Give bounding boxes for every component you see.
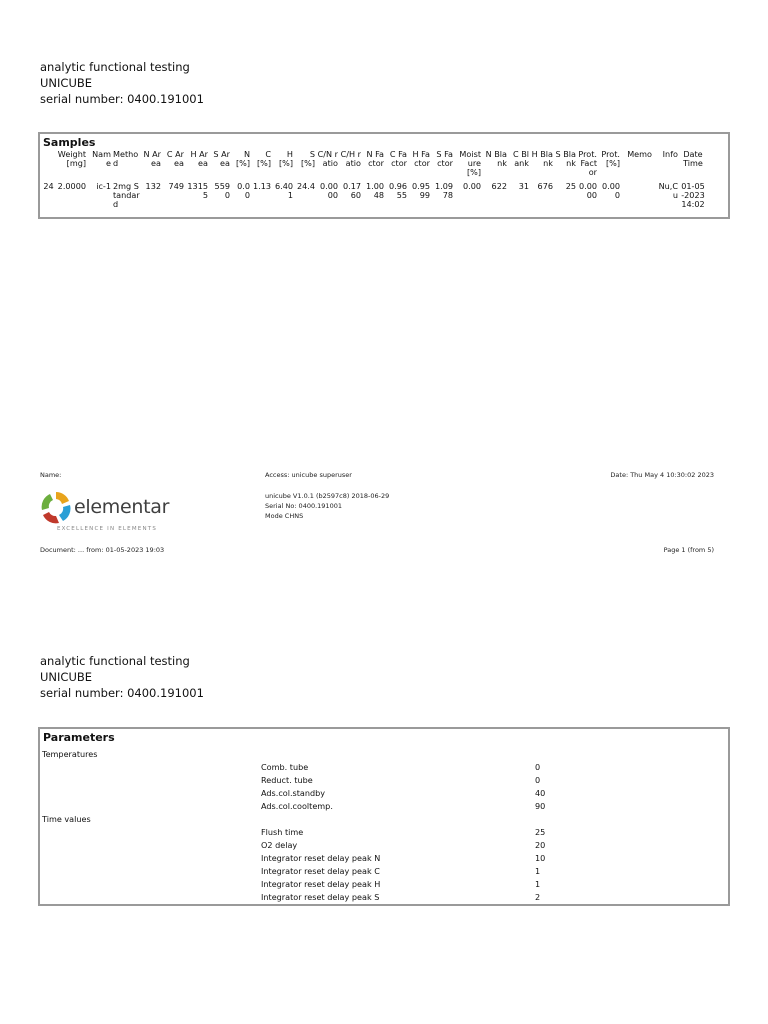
parameter-group-label: Temperatures <box>42 749 98 759</box>
footer-mode: Mode CHNS <box>265 512 304 520</box>
table-cell: 622 <box>491 180 507 191</box>
table-cell: 13155 <box>187 180 208 200</box>
parameter-value: 40 <box>535 788 546 798</box>
report-header <box>40 59 204 107</box>
parameter-value: 1 <box>535 879 541 889</box>
table-cell: 0.00 <box>462 180 481 191</box>
footer-name-label: Name: <box>40 471 62 479</box>
table-cell: 0.9599 <box>411 180 430 200</box>
samples-column-header: C/N ratio <box>317 149 338 169</box>
samples-column-header: Method <box>113 149 139 169</box>
samples-column-header: H Area <box>190 149 208 169</box>
samples-panel <box>38 132 730 219</box>
table-cell: 1.13 <box>252 180 271 191</box>
samples-column-header: N [%] <box>235 149 250 169</box>
table-cell: 31 <box>518 180 529 191</box>
table-cell: 1.0048 <box>365 180 384 200</box>
parameter-name: Integrator reset delay peak H <box>261 879 381 889</box>
samples-column-header: S [%] <box>300 149 315 169</box>
parameters-panel <box>38 727 730 906</box>
samples-column-header: Info <box>662 149 678 159</box>
parameter-name: Comb. tube <box>261 762 309 772</box>
logo-tagline: EXCELLENCE IN ELEMENTS <box>57 526 158 532</box>
footer-date: Date: Thu May 4 10:30:02 2023 <box>610 471 714 479</box>
samples-column-header: Prot. Factor <box>578 149 597 178</box>
table-cell: 0.000 <box>601 180 620 200</box>
table-cell: 0.0000 <box>319 180 338 200</box>
samples-column-header: Date Time <box>683 149 703 169</box>
report-header-2 <box>40 653 204 701</box>
table-cell: 24.4 <box>296 180 315 191</box>
parameter-value: 90 <box>535 801 546 811</box>
table-cell: 132 <box>145 180 161 191</box>
samples-column-header: N Area <box>143 149 161 169</box>
footer-document: Document: ... from: 01-05-2023 19:03 <box>40 546 165 554</box>
table-cell: 5590 <box>214 180 230 200</box>
samples-column-header: C/H ratio <box>340 149 361 169</box>
samples-column-header: Name <box>92 149 111 169</box>
instrument-name: UNICUBE <box>40 76 93 90</box>
samples-column-header <box>42 150 55 178</box>
samples-column-header: S Factor <box>436 149 453 169</box>
parameter-value: 20 <box>535 840 546 850</box>
samples-column-header: H Blank <box>531 149 553 169</box>
parameter-name: O2 delay <box>261 840 298 850</box>
samples-column-header: H [%] <box>278 149 293 169</box>
samples-title: Samples <box>43 136 96 149</box>
parameter-group-label: Time values <box>42 814 91 824</box>
samples-column-header: C [%] <box>256 149 271 169</box>
table-cell: Nu,Cu <box>658 180 678 200</box>
table-cell: 676 <box>537 180 553 191</box>
samples-column-header: Moisture [%] <box>459 149 481 178</box>
report-title: analytic functional testing <box>40 60 190 74</box>
parameter-value: 1 <box>535 866 541 876</box>
samples-column-header: S Blank <box>555 149 576 169</box>
samples-column-header: C Area <box>166 149 184 169</box>
instrument-name-2: UNICUBE <box>40 670 93 684</box>
table-cell: 2.0000 <box>57 180 86 191</box>
table-cell: ic-1 <box>96 180 111 191</box>
parameter-name: Flush time <box>261 827 304 837</box>
table-cell: 1.0978 <box>434 180 453 200</box>
parameter-value: 2 <box>535 892 541 902</box>
table-cell: 2mg Standard <box>113 180 140 210</box>
serial-number-2: serial number: 0400.191001 <box>40 686 204 700</box>
table-cell: 0.9655 <box>388 180 407 200</box>
footer-serial: Serial No: 0400.191001 <box>265 502 342 510</box>
samples-column-header: Prot. [%] <box>601 149 620 169</box>
samples-column-header: Memo <box>627 149 652 159</box>
table-cell: 0.00 <box>237 180 250 200</box>
parameter-name: Integrator reset delay peak C <box>261 866 380 876</box>
parameter-value: 0 <box>535 762 541 772</box>
table-cell: 6.401 <box>274 180 293 200</box>
samples-column-header: H Factor <box>412 149 430 169</box>
samples-column-header: Weight [mg] <box>57 149 86 169</box>
table-row <box>42 178 707 210</box>
logo-wordmark: elementar <box>74 496 170 518</box>
parameter-name: Reduct. tube <box>261 775 313 785</box>
table-cell: 0.1760 <box>342 180 361 200</box>
samples-column-header: S Area <box>213 149 230 169</box>
table-cell: 24 <box>43 180 54 191</box>
samples-column-header: C Blank <box>512 149 529 169</box>
parameter-value: 10 <box>535 853 546 863</box>
parameter-name: Ads.col.cooltemp. <box>261 801 333 811</box>
table-cell: 25 <box>565 180 576 191</box>
table-cell <box>621 178 653 210</box>
samples-header-row <box>42 150 707 178</box>
parameters-title: Parameters <box>43 731 115 744</box>
table-cell: 0.0000 <box>578 180 597 200</box>
table-cell: 749 <box>168 180 184 191</box>
footer-page: Page 1 (from 5) <box>663 546 714 554</box>
elementar-logo-mark <box>38 488 74 528</box>
parameter-value: 25 <box>535 827 546 837</box>
parameter-value: 0 <box>535 775 541 785</box>
parameter-name: Ads.col.standby <box>261 788 326 798</box>
elementar-logo <box>38 488 170 538</box>
samples-column-header: C Factor <box>389 149 407 169</box>
table-cell: 01-05-2023 14:02 <box>681 180 705 210</box>
footer-version: unicube V1.0.1 (b2597c8) 2018-06-29 <box>265 492 390 500</box>
report-title-2: analytic functional testing <box>40 654 190 668</box>
samples-column-header: N Factor <box>366 149 384 169</box>
parameter-name: Integrator reset delay peak S <box>261 892 380 902</box>
footer-access: Access: unicube superuser <box>265 471 352 479</box>
samples-column-header: N Blank <box>485 149 507 169</box>
samples-table <box>42 150 707 209</box>
serial-number: serial number: 0400.191001 <box>40 92 204 106</box>
parameter-name: Integrator reset delay peak N <box>261 853 381 863</box>
